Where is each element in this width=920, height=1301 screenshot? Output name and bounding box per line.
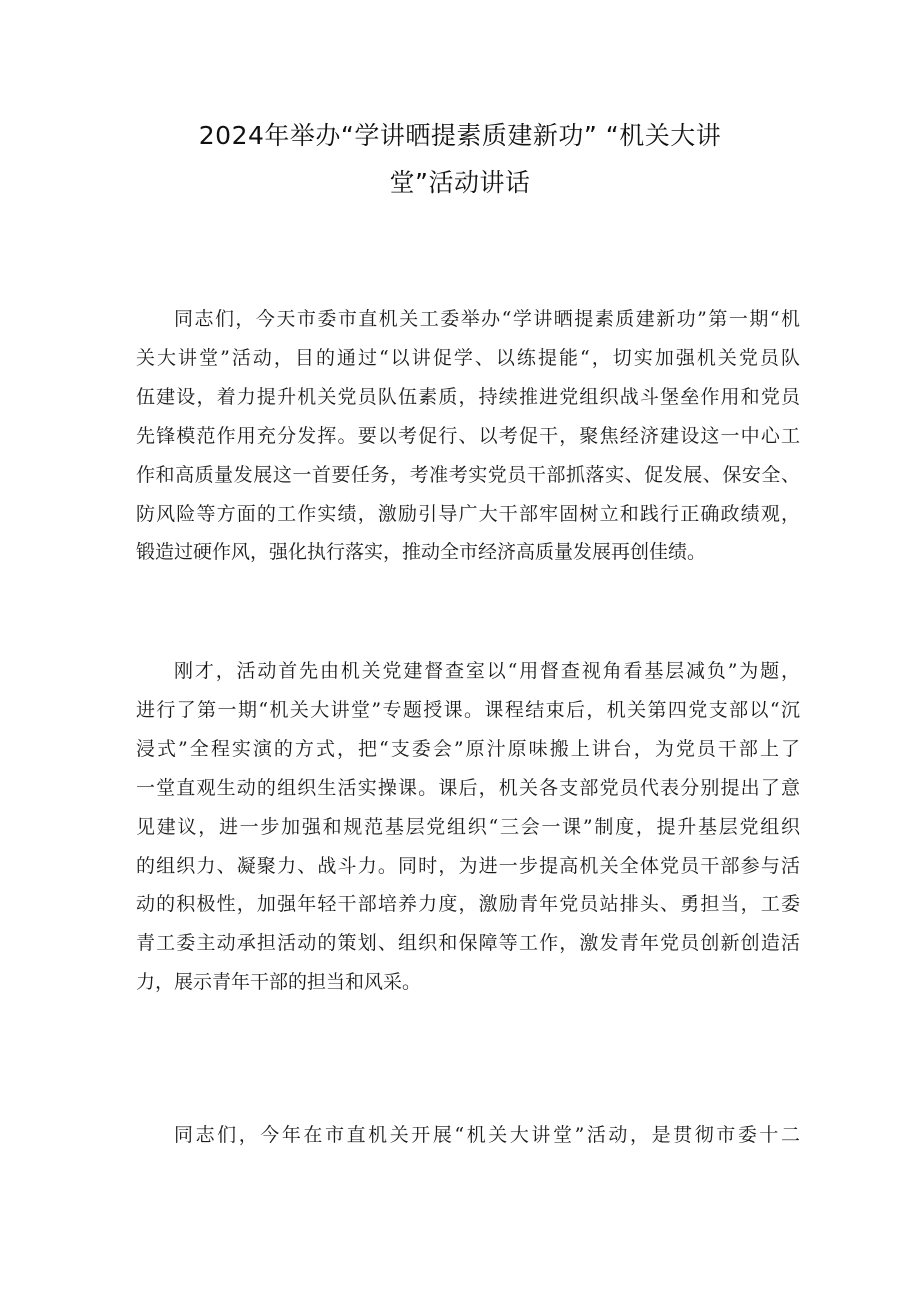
paragraph-2 [136, 652, 800, 1002]
paragraph-line: 关大讲堂”活动，目的通过“以讲促学、以练提能“，切实加强机关党员队 [136, 346, 800, 369]
paragraph-line: 防风险等方面的工作实绩，激励引导广大干部牢固树立和践行正确政绩观， [136, 502, 800, 525]
paragraph-line: 力，展示青年干部的担当和风采。 [136, 971, 422, 994]
paragraph-line: 刚才，活动首先由机关党建督查室以“用督查视角看基层减负”为题， [174, 660, 800, 682]
paragraph-line: 见建议，进一步加强和规范基层党组织“三会一课”制度，提升基层党组织 [136, 815, 800, 838]
paragraph-line: 同志们，今年在市直机关开展“机关大讲堂”活动，是贯彻市委十二 [174, 1124, 800, 1146]
paragraph-line: 作和高质量发展这一首要任务，考准考实党员干部抓落实、促发展、保安全、 [136, 463, 800, 486]
paragraph-line: 锻造过硬作风，强化执行落实，推动全市经济高质量发展再创佳绩。 [136, 541, 707, 564]
paragraph-3 [136, 1116, 800, 1155]
paragraph-line: 进行了第一期“机关大讲堂”专题授课。课程结束后，机关第四党支部以“沉 [136, 698, 800, 721]
paragraph-1 [136, 300, 800, 572]
paragraph-line: 同志们，今天市委市直机关工委举办“学讲晒提素质建新功”第一期“机 [174, 308, 800, 330]
document-title [140, 112, 780, 206]
title-line-1: 2024年举办“学讲晒提素质建新功” “机关大讲 [198, 121, 722, 150]
paragraph-line: 青工委主动承担活动的策划、组织和保障等工作，激发青年党员创新创造活 [136, 932, 800, 955]
paragraph-line: 伍建设，着力提升机关党员队伍素质，持续推进党组织战斗堡垒作用和党员 [136, 385, 800, 408]
paragraph-line: 一堂直观生动的组织生活实操课。课后，机关各支部党员代表分别提出了意 [136, 776, 800, 799]
paragraph-line: 先锋模范作用充分发挥。要以考促行、以考促干，聚焦经济建设这一中心工 [136, 424, 800, 447]
title-line-2: 堂”活动讲话 [389, 168, 531, 197]
paragraph-line: 浸式”全程实演的方式，把“支委会”原汁原味搬上讲台，为党员干部上了 [136, 737, 800, 760]
paragraph-line: 动的积极性，加强年轻干部培养力度，激励青年党员站排头、勇担当，工委 [136, 893, 800, 916]
paragraph-line: 的组织力、凝聚力、战斗力。同时，为进一步提高机关全体党员干部参与活 [136, 854, 800, 877]
